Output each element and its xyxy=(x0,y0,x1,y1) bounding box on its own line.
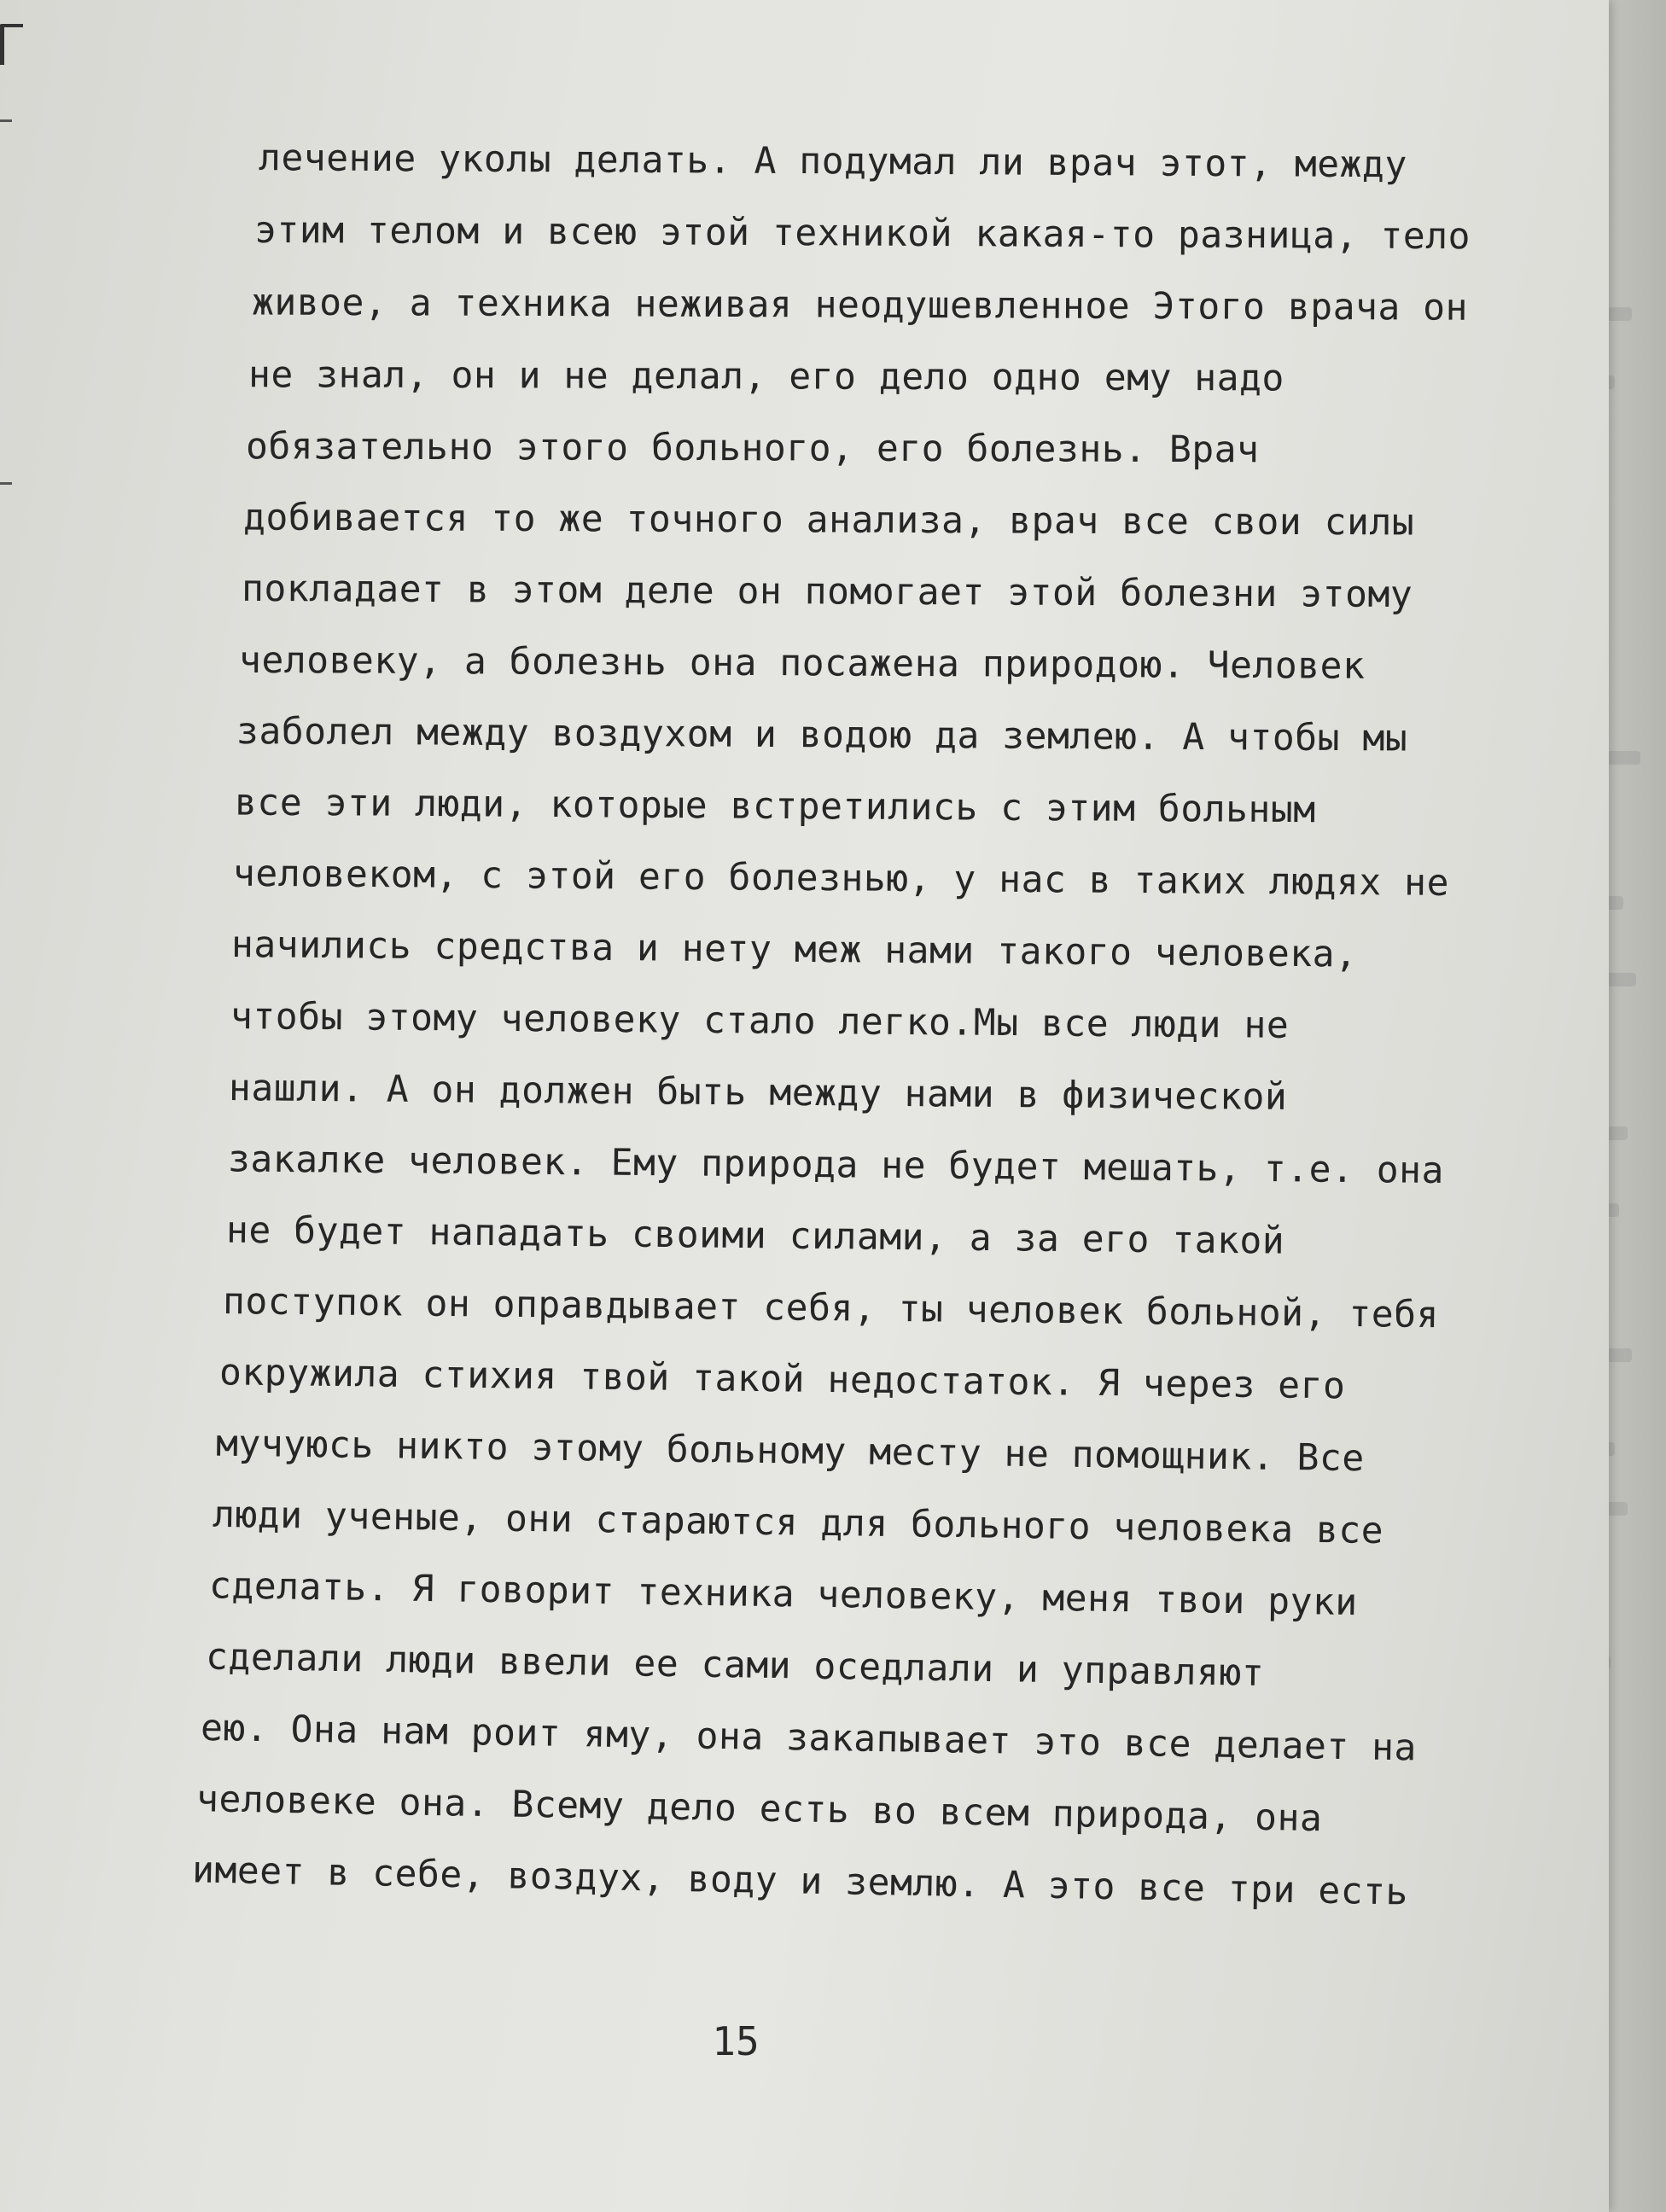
text-line: все эти люди, которые встретились с этим больным xyxy=(234,781,1316,832)
text-line: ею. Она нам роит яму, она закапывает это все делает на xyxy=(200,1706,1418,1770)
text-line: мучуюсь никто этому больному месту не помощник. Все xyxy=(215,1422,1366,1481)
text-line: закалке человек. Ему природа не будет мешать, т.е. она xyxy=(227,1138,1445,1193)
text-line: не будет нападать своими силами, а за его такой xyxy=(225,1208,1285,1263)
text-line: имеет в себе, воздух, воду и землю. А это все три есть xyxy=(191,1848,1409,1914)
text-line: живое, а техника неживая неодушевленное Этого врача он xyxy=(251,281,1469,329)
text-line: человеку, а болезнь она посажена природою. Человек xyxy=(238,638,1366,688)
text-line: окружила стихия твой такой недостаток. Я через его xyxy=(218,1351,1346,1408)
text-line: покладает в этом деле он помогает этой болезни этому xyxy=(241,567,1413,617)
page-corner-mark xyxy=(0,24,23,65)
text-line: добивается то же точного анализа, врач все свои силы xyxy=(242,496,1415,544)
text-line: обязательно этого больного, его болезнь. Врач xyxy=(245,425,1260,472)
text-line: лечение уколы делать. А подумал ли врач этот, между xyxy=(258,137,1407,187)
text-line: сделать. Я говорит техника человеку, меня твои руки xyxy=(208,1564,1359,1625)
text-line: поступок он оправдывает себя, ты человек больной, тебя xyxy=(222,1279,1440,1337)
text-line: человеком, с этой его болезнью, у нас в таких людях не xyxy=(232,852,1450,905)
text-line: не знал, он и не делал, его дело одно ему надо xyxy=(248,353,1284,400)
text-line: заболел между воздухом и водою да землею. А чтобы мы xyxy=(236,710,1408,760)
text-line: начились средства и нету меж нами такого человека, xyxy=(230,923,1358,976)
page-number: 15 xyxy=(712,2018,760,2064)
text-line: сделали люди ввели ее сами оседлали и управляют xyxy=(205,1635,1265,1695)
text-line: чтобы этому человеку стало легко.Мы все люди не xyxy=(230,995,1290,1047)
body-text xyxy=(191,126,1583,1918)
text-line: человеке она. Всему дело есть во всем природа, она xyxy=(195,1778,1323,1841)
page-edge-tick xyxy=(0,482,12,485)
page-edge-tick xyxy=(0,119,12,122)
text-line: нашли. А он должен быть между нами в физической xyxy=(228,1067,1288,1119)
text-line: этим телом и всею этой техникой какая-то разница, тело xyxy=(253,208,1471,259)
text-line: люди ученые, они стараются для больного человека все xyxy=(212,1493,1384,1553)
